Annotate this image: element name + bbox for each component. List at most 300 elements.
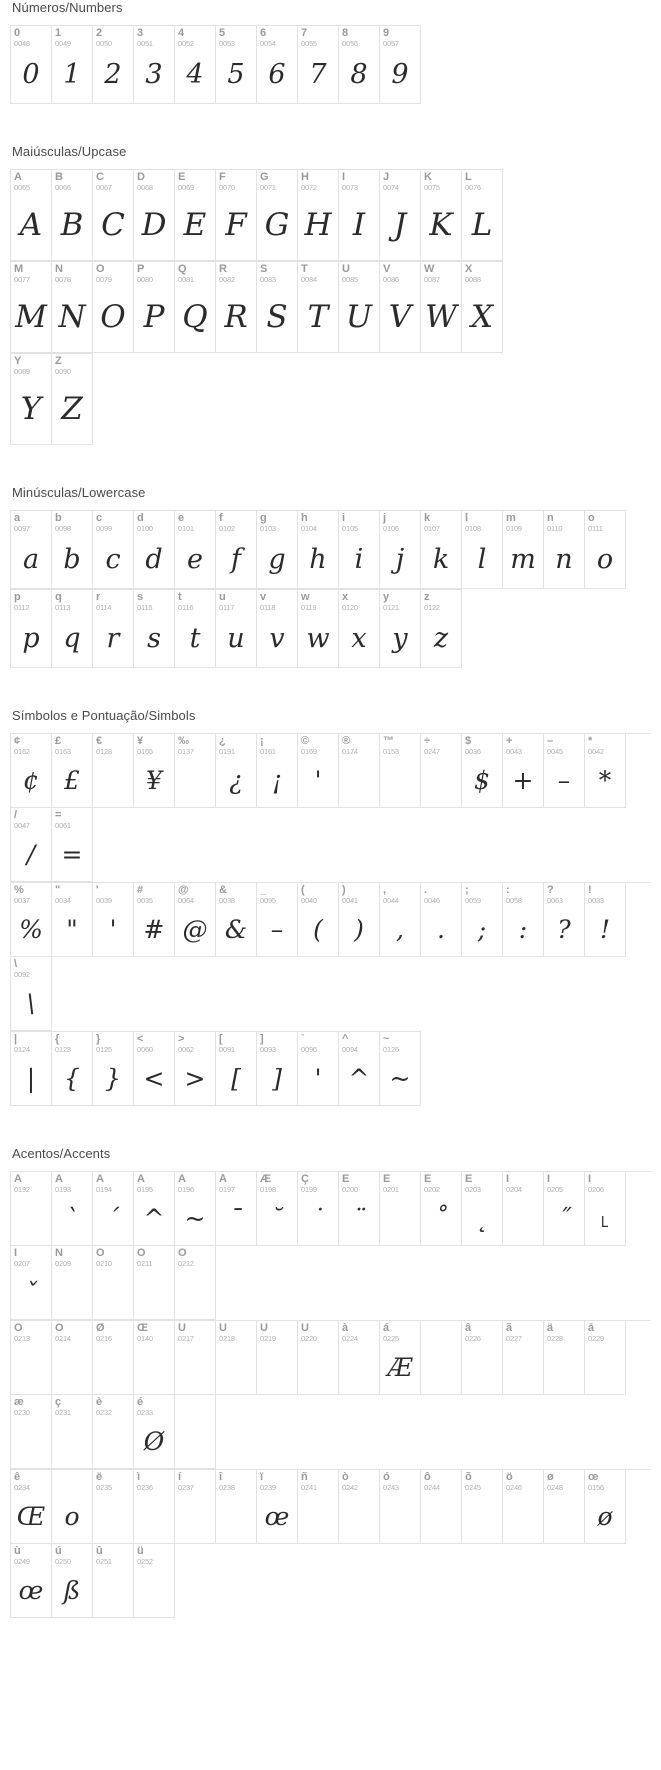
glyph-cell[interactable] <box>11 1032 52 1106</box>
glyph-cell[interactable] <box>216 26 257 104</box>
glyph-code-label: 0102 <box>219 524 235 533</box>
glyph-cell[interactable] <box>257 1321 298 1395</box>
glyph-code-label: 0101 <box>178 524 194 533</box>
glyph-cell[interactable] <box>298 1321 339 1395</box>
glyph-cell[interactable] <box>11 883 52 957</box>
glyph-cell[interactable] <box>585 883 626 957</box>
glyph-cell[interactable] <box>11 957 52 1031</box>
glyph-cell[interactable] <box>93 1395 134 1469</box>
glyph-code-label: 0216 <box>96 1334 112 1343</box>
glyph-char-label: Ï <box>14 1248 18 1259</box>
glyph-preview: v <box>269 623 285 654</box>
glyph-cell[interactable] <box>544 1172 585 1246</box>
glyph-char-label: Ô <box>178 1248 187 1259</box>
glyph-code-label: 0070 <box>219 183 235 192</box>
glyph-header <box>339 883 379 907</box>
glyph-code-label: 0109 <box>506 524 522 533</box>
glyph-cell[interactable] <box>421 1470 462 1544</box>
glyph-cell[interactable] <box>52 262 93 353</box>
glyph-row <box>10 261 503 353</box>
glyph-cell[interactable] <box>11 734 52 808</box>
glyph-preview: 2 <box>104 59 122 90</box>
glyph-cell[interactable] <box>93 734 134 808</box>
glyph-char-label: V <box>383 264 391 275</box>
glyph-cell[interactable] <box>298 170 339 261</box>
glyph-cell[interactable] <box>134 1172 175 1246</box>
glyph-header <box>298 26 338 50</box>
glyph-cell[interactable] <box>52 1032 93 1106</box>
glyph-cell[interactable] <box>257 590 298 668</box>
glyph-preview: } <box>105 1064 121 1093</box>
glyph-cell[interactable] <box>52 1395 93 1469</box>
glyph-code-label: 0245 <box>465 1483 481 1492</box>
glyph-preview <box>380 1196 420 1245</box>
glyph-cell[interactable] <box>380 1172 421 1246</box>
glyph-cell[interactable] <box>544 1470 585 1544</box>
glyph-cell[interactable] <box>339 262 380 353</box>
glyph-cell[interactable] <box>134 1032 175 1106</box>
glyph-cell[interactable] <box>52 734 93 808</box>
glyph-char-label: < <box>137 1034 144 1045</box>
glyph-preview: R <box>224 298 248 335</box>
glyph-cell[interactable] <box>298 1032 339 1106</box>
glyph-cell[interactable] <box>585 734 626 808</box>
glyph-preview: ˚ <box>434 1204 448 1233</box>
glyph-cell[interactable] <box>134 262 175 353</box>
glyph-char-label: è <box>96 1397 103 1408</box>
glyph-cell[interactable] <box>462 1470 503 1544</box>
glyph-preview: 3 <box>145 59 163 90</box>
glyph-cell[interactable] <box>257 262 298 353</box>
glyph-cell[interactable] <box>298 26 339 104</box>
glyph-cell[interactable] <box>52 170 93 261</box>
glyph-cell[interactable] <box>339 883 380 957</box>
glyph-cell[interactable] <box>421 170 462 261</box>
glyph-cell[interactable] <box>298 734 339 808</box>
glyph-code-label: 0196 <box>178 1185 194 1194</box>
glyph-cell[interactable] <box>503 734 544 808</box>
glyph-char-label: ô <box>424 1472 431 1483</box>
glyph-char-label: Á <box>55 1174 63 1185</box>
glyph-code-label: 0041 <box>342 896 358 905</box>
glyph-cell[interactable] <box>175 26 216 104</box>
glyph-cell[interactable] <box>134 734 175 808</box>
glyph-cell[interactable] <box>544 511 585 589</box>
glyph-header <box>134 1395 174 1419</box>
glyph-header <box>257 511 297 535</box>
glyph-cell[interactable] <box>175 511 216 589</box>
glyph-cell[interactable] <box>421 1321 462 1395</box>
glyph-header <box>216 170 256 194</box>
glyph-cell[interactable] <box>339 1321 380 1395</box>
glyph-row <box>10 1469 651 1618</box>
glyph-cell[interactable] <box>134 1395 175 1469</box>
glyph-cell[interactable] <box>134 883 175 957</box>
section-accents <box>10 1146 651 1644</box>
glyph-header <box>93 1321 133 1345</box>
glyph-char-label: { <box>55 1034 60 1045</box>
glyph-char-label: d <box>137 513 144 524</box>
glyph-cell[interactable] <box>93 511 134 589</box>
glyph-cell[interactable] <box>175 262 216 353</box>
glyph-preview <box>11 1345 51 1394</box>
glyph-header <box>298 1470 338 1494</box>
glyph-header <box>52 1395 92 1419</box>
glyph-code-label: 0231 <box>55 1408 71 1417</box>
glyph-cell[interactable] <box>93 26 134 104</box>
glyph-cell[interactable] <box>134 170 175 261</box>
glyph-preview: = <box>61 840 83 869</box>
glyph-cell[interactable] <box>93 262 134 353</box>
glyph-cell[interactable] <box>216 590 257 668</box>
glyph-cell[interactable] <box>298 1172 339 1246</box>
glyph-cell[interactable] <box>462 734 503 808</box>
glyph-header <box>134 26 174 50</box>
glyph-preview: < <box>143 1064 165 1093</box>
glyph-cell[interactable] <box>175 734 216 808</box>
glyph-preview: ¿ <box>229 766 243 795</box>
glyph-code-label: 0238 <box>219 1483 235 1492</box>
glyph-char-label: e <box>178 513 185 524</box>
glyph-cell[interactable] <box>216 734 257 808</box>
glyph-cell[interactable] <box>339 1032 380 1106</box>
glyph-char-label: É <box>383 1174 391 1185</box>
glyph-cell[interactable] <box>52 1544 93 1618</box>
glyph-preview <box>503 1494 543 1543</box>
glyph-preview: c <box>105 544 121 575</box>
glyph-cell[interactable] <box>93 1470 134 1544</box>
glyph-preview <box>175 758 215 807</box>
glyph-cell[interactable] <box>52 1172 93 1246</box>
glyph-cell[interactable] <box>175 1032 216 1106</box>
glyph-cell[interactable] <box>462 511 503 589</box>
glyph-cell[interactable] <box>134 26 175 104</box>
glyph-char-label: / <box>14 810 18 821</box>
glyph-cell[interactable] <box>585 1172 626 1246</box>
glyph-cell[interactable] <box>11 170 52 261</box>
glyph-cell[interactable] <box>11 1544 52 1618</box>
glyph-cell[interactable] <box>462 1172 503 1246</box>
glyph-cell[interactable] <box>380 883 421 957</box>
glyph-cell[interactable] <box>52 1246 93 1320</box>
glyph-cell[interactable] <box>216 170 257 261</box>
glyph-code-label: 0204 <box>506 1185 522 1194</box>
glyph-cell[interactable] <box>216 883 257 957</box>
glyph-cell[interactable] <box>134 511 175 589</box>
glyph-cell[interactable] <box>11 262 52 353</box>
glyph-cell[interactable] <box>11 1321 52 1395</box>
glyph-cell[interactable] <box>503 511 544 589</box>
glyph-char-label: w <box>301 592 310 603</box>
glyph-code-label: 0242 <box>342 1483 358 1492</box>
glyph-char-label: } <box>96 1034 101 1045</box>
glyph-char-label: O <box>96 264 105 275</box>
glyph-cell[interactable] <box>380 734 421 808</box>
glyph-preview: ^ <box>348 1064 370 1093</box>
glyph-preview: 5 <box>227 59 245 90</box>
glyph-cell[interactable] <box>257 26 298 104</box>
glyph-char-label: y <box>383 592 390 603</box>
glyph-cell[interactable] <box>380 1470 421 1544</box>
glyph-header <box>257 26 297 50</box>
glyph-cell[interactable] <box>339 1172 380 1246</box>
glyph-preview: ¢ <box>23 766 39 795</box>
glyph-cell[interactable] <box>462 262 503 353</box>
glyph-code-label: 0206 <box>588 1185 604 1194</box>
glyph-cell[interactable] <box>380 511 421 589</box>
glyph-cell[interactable] <box>380 262 421 353</box>
glyph-header <box>134 170 174 194</box>
glyph-char-label: Õ <box>14 1323 23 1334</box>
glyph-cell[interactable] <box>93 1321 134 1395</box>
glyph-cell[interactable] <box>134 1246 175 1320</box>
glyph-cell[interactable] <box>93 1172 134 1246</box>
glyph-cell[interactable] <box>175 590 216 668</box>
glyph-cell[interactable] <box>380 590 421 668</box>
glyph-code-label: 0252 <box>137 1557 153 1566</box>
glyph-cell[interactable] <box>93 883 134 957</box>
glyph-cell[interactable] <box>421 1172 462 1246</box>
glyph-cell[interactable] <box>503 1321 544 1395</box>
glyph-preview <box>52 1270 92 1319</box>
glyph-code-label: 0209 <box>55 1259 71 1268</box>
glyph-cell[interactable] <box>175 1172 216 1246</box>
glyph-cell[interactable] <box>11 1395 52 1469</box>
glyph-header <box>11 1032 51 1056</box>
glyph-code-label: 0077 <box>14 275 30 284</box>
glyph-cell[interactable] <box>462 1321 503 1395</box>
glyph-code-label: 0099 <box>96 524 112 533</box>
glyph-code-label: 0055 <box>301 39 317 48</box>
glyph-cell[interactable] <box>421 590 462 668</box>
glyph-cell[interactable] <box>52 808 93 882</box>
glyph-preview <box>380 758 420 807</box>
glyph-cell[interactable] <box>11 590 52 668</box>
glyph-cell[interactable] <box>216 262 257 353</box>
glyph-code-label: 0044 <box>383 896 399 905</box>
glyph-cell[interactable] <box>503 1470 544 1544</box>
glyph-code-label: 0042 <box>588 747 604 756</box>
glyph-header <box>503 734 543 758</box>
glyph-cell[interactable] <box>175 883 216 957</box>
glyph-code-label: 0034 <box>55 896 71 905</box>
glyph-cell[interactable] <box>11 1470 52 1544</box>
glyph-header <box>52 1032 92 1056</box>
glyph-char-label: x <box>342 592 349 603</box>
glyph-cell[interactable] <box>175 1395 216 1469</box>
glyph-header <box>11 1172 51 1196</box>
glyph-cell[interactable] <box>339 511 380 589</box>
glyph-header <box>380 26 420 50</box>
glyph-cell[interactable] <box>298 1470 339 1544</box>
glyph-char-label: Í <box>547 1174 551 1185</box>
glyph-preview <box>52 1345 92 1394</box>
glyph-cell[interactable] <box>257 1470 298 1544</box>
glyph-preview: " <box>66 915 78 944</box>
glyph-code-label: 0039 <box>96 896 112 905</box>
glyph-char-label: n <box>547 513 554 524</box>
glyph-char-label: 5 <box>219 28 226 39</box>
glyph-header <box>52 262 92 286</box>
glyph-preview: ˇ <box>24 1278 38 1307</box>
glyph-cell[interactable] <box>462 883 503 957</box>
glyph-code-label: 0124 <box>14 1045 30 1054</box>
glyph-cell[interactable] <box>339 170 380 261</box>
glyph-preview: K <box>429 206 453 243</box>
glyph-preview <box>544 1494 584 1543</box>
glyph-cell[interactable] <box>585 511 626 589</box>
glyph-header <box>216 883 256 907</box>
glyph-cell[interactable] <box>257 1172 298 1246</box>
glyph-cell[interactable] <box>298 511 339 589</box>
glyph-char-label: P <box>137 264 145 275</box>
glyph-cell[interactable] <box>380 170 421 261</box>
glyph-header <box>93 511 133 535</box>
glyph-code-label: 0224 <box>342 1334 358 1343</box>
glyph-cell[interactable] <box>339 734 380 808</box>
glyph-cell[interactable] <box>134 590 175 668</box>
glyph-cell[interactable] <box>503 1172 544 1246</box>
glyph-preview: G <box>264 206 290 243</box>
glyph-code-label: 0054 <box>260 39 276 48</box>
glyph-preview: r <box>106 623 120 654</box>
glyph-cell[interactable] <box>462 170 503 261</box>
glyph-char-label: b <box>55 513 62 524</box>
glyph-cell[interactable] <box>421 262 462 353</box>
glyph-cell[interactable] <box>298 590 339 668</box>
glyph-code-label: 0069 <box>178 183 194 192</box>
glyph-cell[interactable] <box>421 511 462 589</box>
glyph-header <box>216 511 256 535</box>
glyph-code-label: 0074 <box>383 183 399 192</box>
glyph-cell[interactable] <box>93 1246 134 1320</box>
glyph-char-label: Ó <box>137 1248 146 1259</box>
glyph-header <box>421 883 461 907</box>
glyph-row <box>10 733 651 882</box>
section-title: Minúsculas/Lowercase <box>12 485 146 500</box>
glyph-char-label: l <box>465 513 469 524</box>
glyph-cell[interactable] <box>585 1470 626 1544</box>
glyph-cell[interactable] <box>52 590 93 668</box>
glyph-char-label: ~ <box>383 1034 390 1045</box>
glyph-header <box>380 1172 420 1196</box>
glyph-cell[interactable] <box>134 1544 175 1618</box>
glyph-cell[interactable] <box>216 1470 257 1544</box>
glyph-cell[interactable] <box>421 883 462 957</box>
glyph-cell[interactable] <box>298 883 339 957</box>
glyph-cell[interactable] <box>421 734 462 808</box>
glyph-char-label: È <box>342 1174 350 1185</box>
glyph-code-label: 0076 <box>465 183 481 192</box>
glyph-header <box>93 1032 133 1056</box>
glyph-cell[interactable] <box>11 1246 52 1320</box>
glyph-header <box>298 262 338 286</box>
glyph-cell[interactable] <box>11 511 52 589</box>
glyph-cell[interactable] <box>544 1321 585 1395</box>
glyph-char-label: â <box>465 1323 472 1334</box>
glyph-cell[interactable] <box>216 1172 257 1246</box>
glyph-cell[interactable] <box>175 1246 216 1320</box>
glyph-cell[interactable] <box>134 1470 175 1544</box>
glyph-cell[interactable] <box>544 734 585 808</box>
glyph-header <box>175 734 215 758</box>
glyph-char-label: t <box>178 592 182 603</box>
glyph-code-label: 0239 <box>260 1483 276 1492</box>
glyph-cell[interactable] <box>544 883 585 957</box>
glyph-char-label: Î <box>588 1174 592 1185</box>
glyph-cell[interactable] <box>216 1032 257 1106</box>
glyph-cell[interactable] <box>11 354 52 445</box>
glyph-cell[interactable] <box>52 26 93 104</box>
glyph-header <box>380 734 420 758</box>
glyph-cell[interactable] <box>216 511 257 589</box>
glyph-char-label: Â <box>96 1174 104 1185</box>
glyph-header <box>503 511 543 535</box>
glyph-cell[interactable] <box>380 1321 421 1395</box>
glyph-cell[interactable] <box>585 1321 626 1395</box>
glyph-cell[interactable] <box>175 1321 216 1395</box>
glyph-cell[interactable] <box>257 170 298 261</box>
glyph-preview: B <box>60 206 84 243</box>
glyph-cell[interactable] <box>93 1544 134 1618</box>
glyph-code-label: 0088 <box>465 275 481 284</box>
glyph-header <box>11 262 51 286</box>
glyph-cell[interactable] <box>52 511 93 589</box>
glyph-cell[interactable] <box>339 590 380 668</box>
glyph-cell[interactable] <box>134 1321 175 1395</box>
glyph-cell[interactable] <box>216 1321 257 1395</box>
glyph-cell[interactable] <box>257 734 298 808</box>
glyph-cell[interactable] <box>257 511 298 589</box>
glyph-preview <box>52 1419 92 1468</box>
glyph-code-label: 0050 <box>96 39 112 48</box>
glyph-cell[interactable] <box>93 1032 134 1106</box>
glyph-code-label: 0212 <box>178 1259 194 1268</box>
glyph-char-label: J <box>383 172 390 183</box>
glyph-cell[interactable] <box>175 1470 216 1544</box>
glyph-code-label: 0095 <box>260 896 276 905</box>
glyph-cell[interactable] <box>11 808 52 882</box>
glyph-cell[interactable] <box>503 883 544 957</box>
glyph-cell[interactable] <box>175 170 216 261</box>
glyph-cell[interactable] <box>298 262 339 353</box>
glyph-cell[interactable] <box>339 1470 380 1544</box>
glyph-cell[interactable] <box>257 1032 298 1106</box>
glyph-cell[interactable] <box>93 170 134 261</box>
glyph-cell[interactable] <box>11 26 52 104</box>
glyph-cell[interactable] <box>257 883 298 957</box>
glyph-char-label: ü <box>137 1546 144 1557</box>
glyph-header <box>380 590 420 614</box>
glyph-cell[interactable] <box>52 1321 93 1395</box>
glyph-char-label: % <box>14 885 24 896</box>
glyph-cell[interactable] <box>11 1172 52 1246</box>
glyph-cell[interactable] <box>93 590 134 668</box>
glyph-preview: 1 <box>63 59 81 90</box>
glyph-preview: $ <box>474 766 490 795</box>
glyph-cell[interactable] <box>339 26 380 104</box>
glyph-cell[interactable] <box>380 1032 421 1106</box>
glyph-header <box>175 262 215 286</box>
glyph-char-label: h <box>301 513 308 524</box>
glyph-header <box>93 1246 133 1270</box>
glyph-row <box>10 882 651 1031</box>
glyph-cell[interactable] <box>52 1470 93 1544</box>
glyph-cell[interactable] <box>380 26 421 104</box>
glyph-cell[interactable] <box>52 354 93 445</box>
glyph-header <box>11 1395 51 1419</box>
glyph-cell[interactable] <box>52 883 93 957</box>
